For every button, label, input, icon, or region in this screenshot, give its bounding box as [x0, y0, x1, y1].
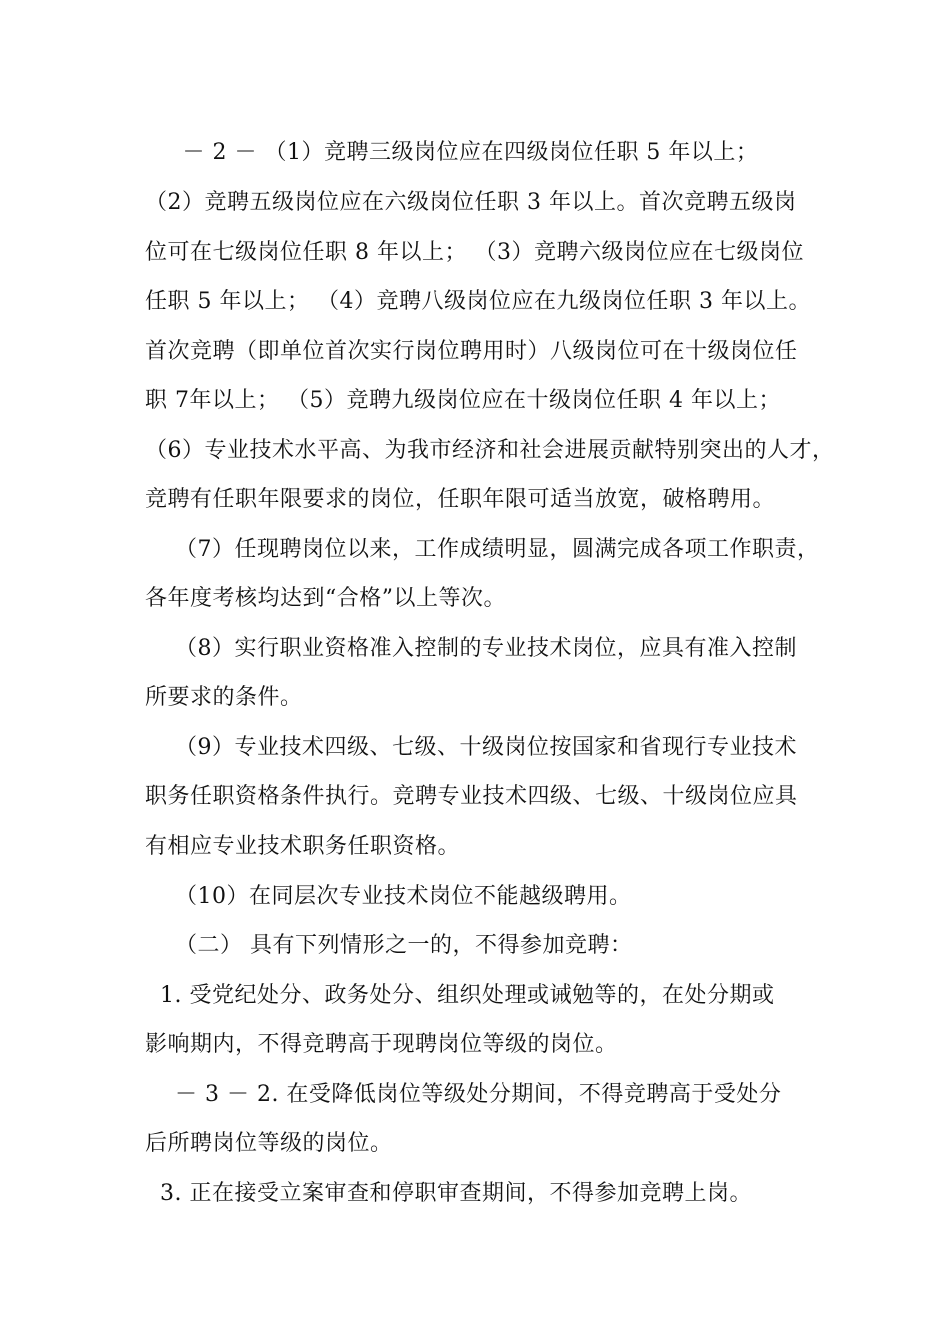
- text-line: 影响期内，不得竞聘高于现聘岗位等级的岗位。: [145, 1032, 618, 1057]
- text-line: （8）实行职业资格准入控制的专业技术岗位，应具有准入控制: [145, 636, 797, 661]
- text-line: （2）竞聘五级岗位应在六级岗位任职 3 年以上。首次竞聘五级岗: [145, 190, 797, 215]
- text-line: 所要求的条件。: [145, 685, 303, 710]
- text-line: 后所聘岗位等级的岗位。: [145, 1131, 393, 1156]
- text-line: 竞聘有任职年限要求的岗位，任职年限可适当放宽，破格聘用。: [145, 487, 776, 512]
- text-line: （9）专业技术四级、七级、十级岗位按国家和省现行专业技术: [145, 735, 797, 760]
- text-line: （7）任现聘岗位以来，工作成绩明显，圆满完成各项工作职责，: [145, 537, 820, 562]
- text-line: 有相应专业技术职务任职资格。: [145, 834, 461, 859]
- text-line: 各年度考核均达到“合格”以上等次。: [145, 586, 506, 611]
- text-line: 任职 5 年以上； （4）竞聘八级岗位应在九级岗位任职 3 年以上。: [145, 289, 811, 314]
- text-line: － 2 － （1）竞聘三级岗位应在四级岗位任职 5 年以上；: [145, 140, 759, 165]
- text-line: 3. 正在接受立案审查和停职审查期间，不得参加竞聘上岗。: [145, 1181, 752, 1206]
- text-line: 职务任职资格条件执行。竞聘专业技术四级、七级、十级岗位应具: [145, 784, 798, 809]
- text-line: 职 7年以上； （5）竞聘九级岗位应在十级岗位任职 4 年以上；: [145, 388, 781, 413]
- text-line: 1. 受党纪处分、政务处分、组织处理或诫勉等的，在处分期或: [145, 983, 775, 1008]
- text-line: （6）专业技术水平高、为我市经济和社会进展贡献特别突出的人才，: [145, 438, 835, 463]
- text-line: （二） 具有下列情形之一的，不得参加竞聘：: [145, 933, 633, 958]
- text-line: 位可在七级岗位任职 8 年以上； （3）竞聘六级岗位应在七级岗位: [145, 240, 804, 265]
- text-line: （10）在同层次专业技术岗位不能越级聘用。: [145, 884, 632, 909]
- text-line: 首次竞聘（即单位首次实行岗位聘用时）八级岗位可在十级岗位任: [145, 339, 798, 364]
- text-line: － 3 － 2. 在受降低岗位等级处分期间，不得竞聘高于受处分: [145, 1082, 782, 1107]
